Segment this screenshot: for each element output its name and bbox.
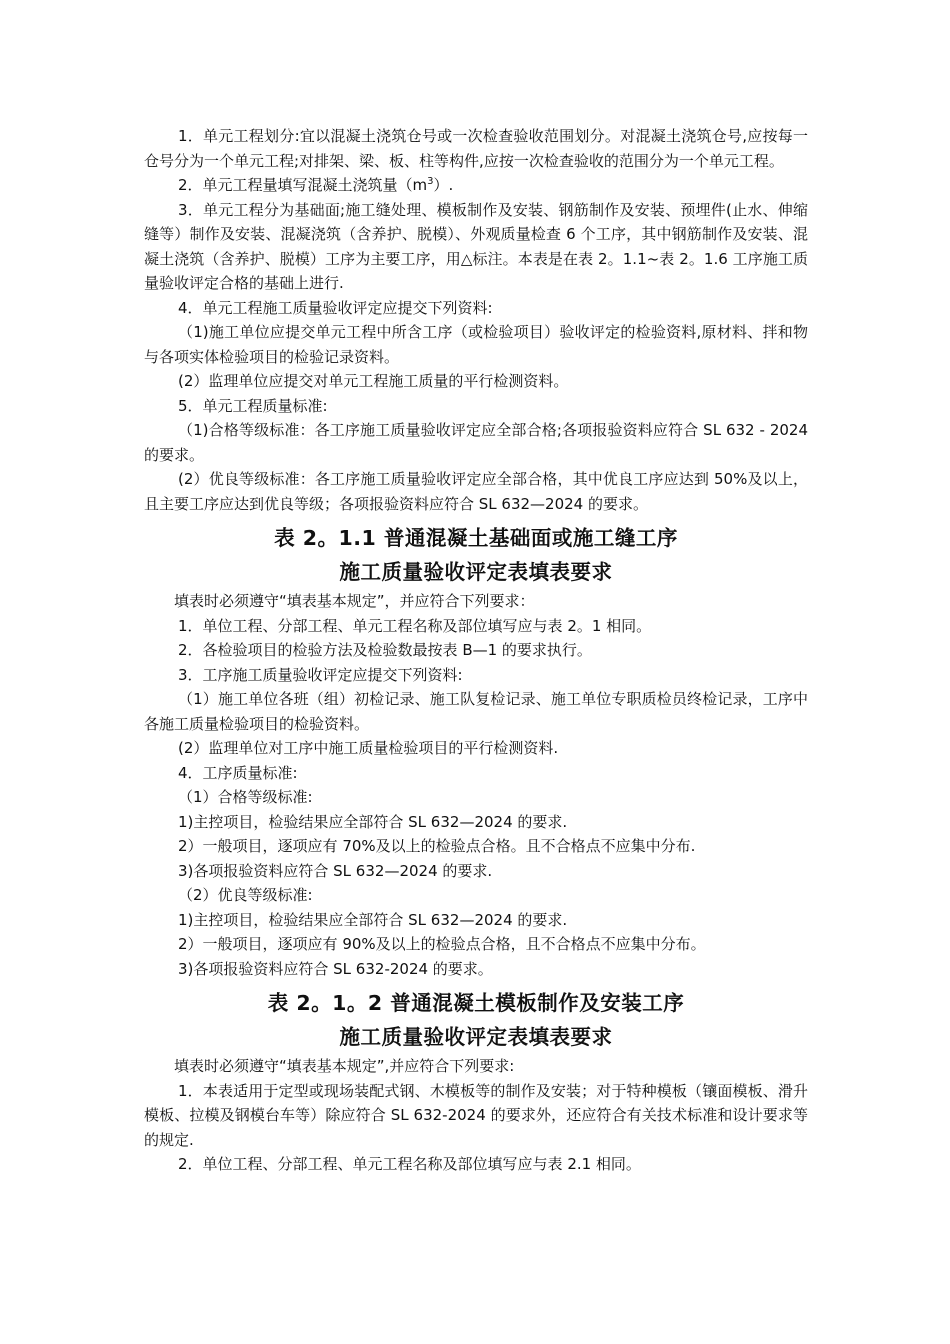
section1-title-line2: 施工质量验收评定表填表要求 <box>339 560 613 584</box>
intro-para-4-2: (2）监理单位应提交对单元工程施工质量的平行检测资料。 <box>178 372 569 390</box>
intro-para-4: 4．单元工程施工质量验收评定应提交下列资料: <box>178 298 493 317</box>
section2-title-line2: 施工质量验收评定表填表要求 <box>339 1025 613 1049</box>
intro-para-5-2: (2）优良等级标准：各工序施工质量验收评定应全部合格，其中优良工序应达到 50%及以上，且主要工序应达到优良等级；各项报验资料应符合 SL 632—2024 的要求。 <box>144 470 808 513</box>
section1-para-10: 3)各项报验资料应符合 SL 632—2024 的要求. <box>178 861 493 880</box>
intro-para-5-1: （1)合格等级标准：各工序施工质量验收评定应全部合格;各项报验资料应符合 SL 632 - 2024 的要求。 <box>144 421 808 464</box>
section2-para-0: 填表时必须遵守“填表基本规定”,并应符合下列要求: <box>174 1057 515 1075</box>
document-page <box>144 124 808 1177</box>
section1-para-9: 2）一般项目，逐项应有 70%及以上的检验点合格。且不合格点不应集中分布. <box>178 837 696 855</box>
section1-para-14: 3)各项报验资料应符合 SL 632-2024 的要求。 <box>178 959 493 978</box>
intro-para-2-text: 2．单元工程量填写混凝土浇筑量（m <box>178 176 428 194</box>
section1-para-6: 4．工序质量标准: <box>178 763 298 782</box>
section1-para-12: 1)主控项目，检验结果应全部符合 SL 632—2024 的要求. <box>178 910 568 929</box>
intro-para-2 <box>144 173 808 198</box>
section1-title-line1: 表 2。1.1 普通混凝土基础面或施工缝工序 <box>274 526 678 550</box>
section1-para-5: (2）监理单位对工序中施工质量检验项目的平行检测资料. <box>178 739 559 757</box>
intro-para-3: 3．单元工程分为基础面;施工缝处理、模板制作及安装、钢筋制作及安装、预埋件(止水、伸缩缝等）制作及安装、混凝浇筑（含养护、脱模）、外观质量检查 6 个工序，其中钢筋制作及安装、混凝土浇筑（含养护、脱模）工序为主要工序，用△标注。本表是在表 2。1.1~表 2。1.6 工序施工质量验收评定合格的基础上进行. <box>144 200 808 292</box>
intro-para-2-end: ）. <box>433 176 454 194</box>
section2-title-line1: 表 2。1。2 普通混凝土模板制作及安装工序 <box>267 991 685 1015</box>
section1-para-2: 2．各检验项目的检验方法及检验数最按表 B—1 的要求执行。 <box>178 641 592 659</box>
section1-para-1: 1．单位工程、分部工程、单元工程名称及部位填写应与表 2。1 相同。 <box>178 616 652 635</box>
intro-para-1: 1．单元工程划分:宜以混凝土浇筑仓号或一次检查验收范围划分。对混凝土浇筑仓号,应按每一仓号分为一个单元工程;对排架、梁、板、柱等构件,应按一次检查验收的范围分为一个单元工程。 <box>144 127 808 170</box>
section1-para-13: 2）一般项目，逐项应有 90%及以上的检验点合格，且不合格点不应集中分布。 <box>178 935 706 953</box>
intro-para-5: 5．单元工程质量标准: <box>178 396 328 415</box>
section1-para-4: （1）施工单位各班（组）初检记录、施工队复检记录、施工单位专职质检员终检记录，工序中各施工质量检验项目的检验资料。 <box>144 690 808 733</box>
section1-para-8: 1)主控项目，检验结果应全部符合 SL 632—2024 的要求. <box>178 812 568 831</box>
superscript-3: 3 <box>427 176 434 187</box>
section2-para-1: 1．本表适用于定型或现场装配式钢、木模板等的制作及安装；对于特种模板（镶面模板、滑升模板、拉模及钢模台车等）除应符合 SL 632-2024 的要求外，还应符合有关技术标准和设计要求等的规定. <box>144 1081 808 1149</box>
section1-para-7: （1）合格等级标准: <box>178 788 313 806</box>
section1-para-11: （2）优良等级标准: <box>178 886 313 904</box>
section1-para-3: 3．工序施工质量验收评定应提交下列资料: <box>178 665 463 684</box>
intro-para-4-1: （1)施工单位应提交单元工程中所含工序（或检验项目）验收评定的检验资料,原材料、拌和物与各项实体检验项目的检验记录资料。 <box>144 323 808 366</box>
section2-para-2: 2．单位工程、分部工程、单元工程名称及部位填写应与表 2.1 相同。 <box>178 1155 641 1173</box>
section1-para-0: 填表时必须遵守“填表基本规定”，并应符合下列要求： <box>174 592 535 610</box>
